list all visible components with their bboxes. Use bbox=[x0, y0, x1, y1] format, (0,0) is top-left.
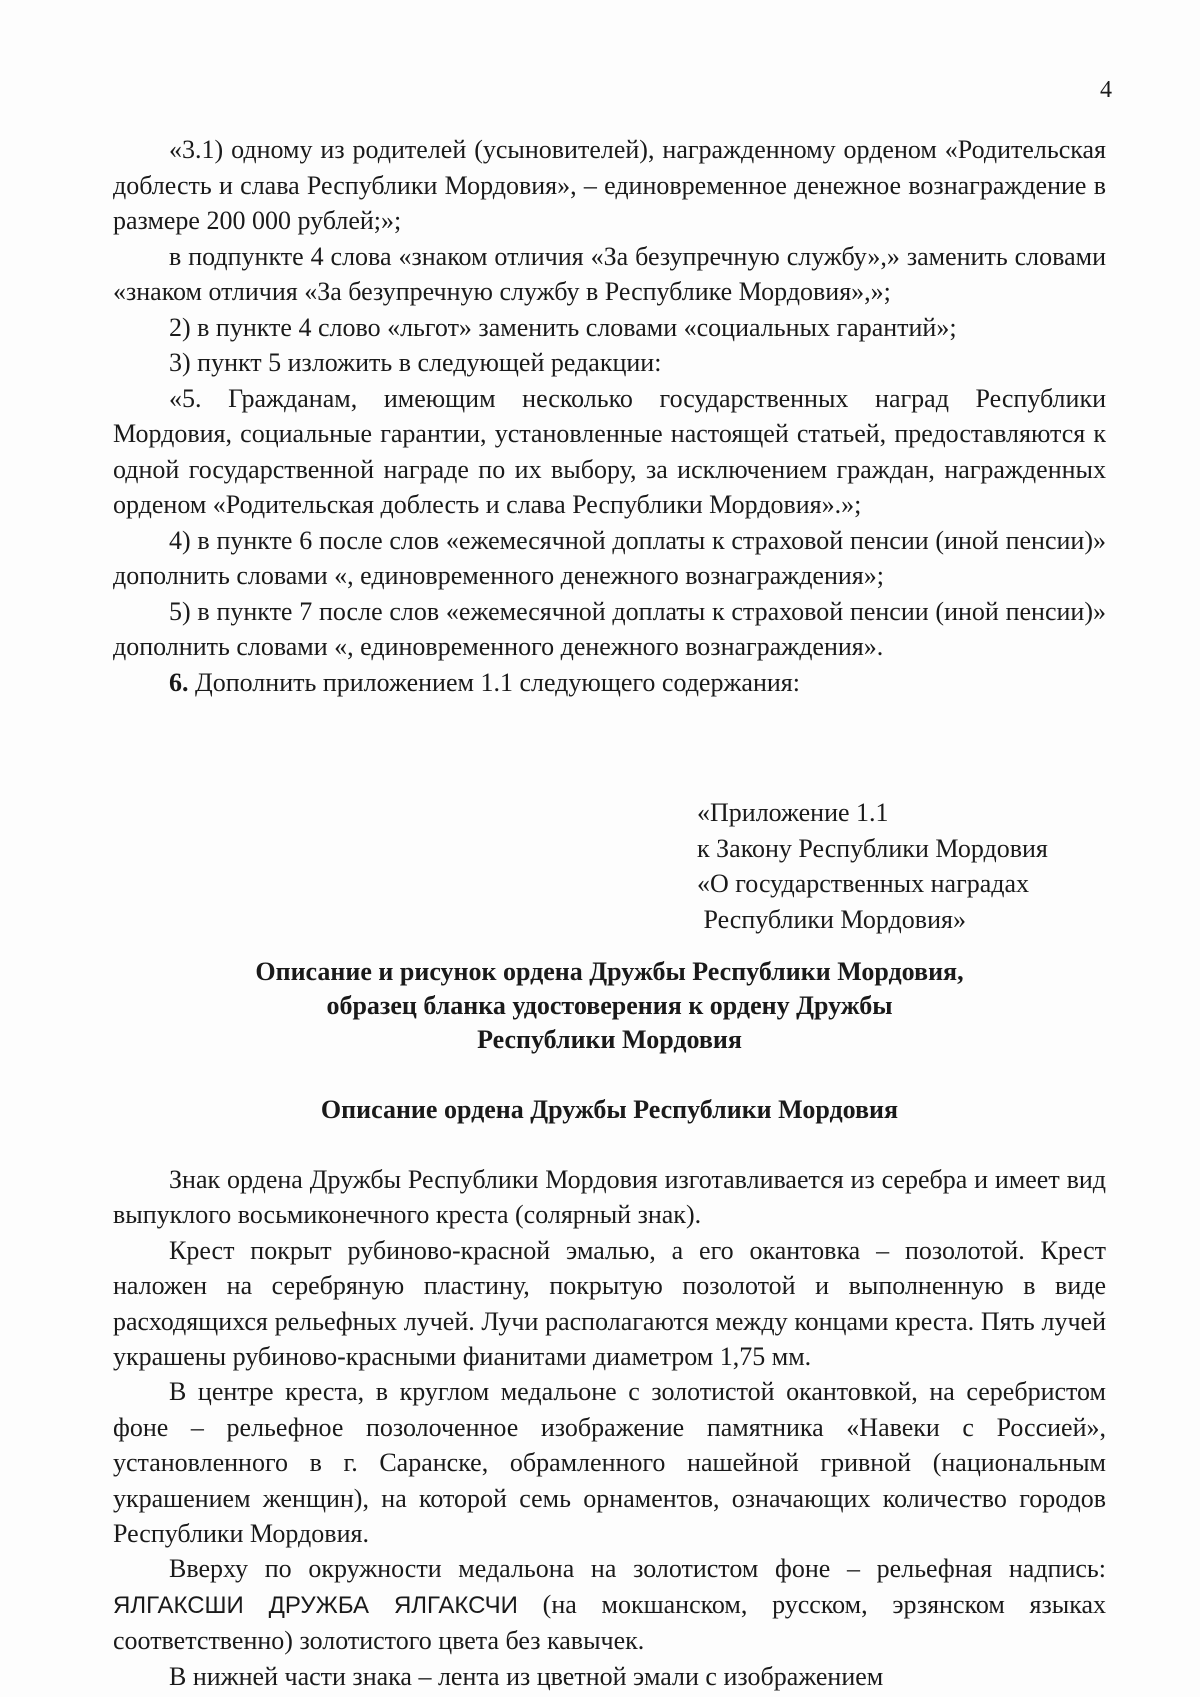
description-paragraph bbox=[113, 1551, 1106, 1658]
inscription-text: ЯЛГАКСШИ ДРУЖБА ЯЛГАКСЧИ bbox=[113, 1591, 518, 1619]
amendment-paragraph: «5. Гражданам, имеющим несколько государственных наград Республики Мордовия, социальные гарантии, установленные настоящей статьей, предоставляются к одной государственной награде по их выбору, за исключением граждан, награжденных орденом «Родительская доблесть и слава Республики Мордовия».»; bbox=[113, 383, 1106, 519]
appendix-line: к Закону Республики Мордовия bbox=[697, 833, 1048, 863]
appendix-line: Республики Мордовия» bbox=[697, 904, 966, 934]
amendments-section bbox=[113, 132, 1106, 700]
section-subheading: Описание ордена Дружбы Республики Мордовия bbox=[320, 1095, 899, 1124]
amendment-paragraph bbox=[113, 665, 1106, 701]
heading-line: Республики Мордовия bbox=[477, 1025, 742, 1054]
main-heading bbox=[113, 955, 1106, 1057]
heading-line: образец бланка удостоверения к ордену Дружбы bbox=[326, 991, 893, 1020]
amendment-paragraph: «3.1) одному из родителей (усыновителей), награжденному орденом «Родительская доблесть и слава Республики Мордовия», – единовременное денежное вознаграждение в размере 200 000 рублей;»; bbox=[113, 135, 1106, 235]
description-section bbox=[113, 1162, 1106, 1694]
item-text: Дополнить приложением 1.1 следующего содержания: bbox=[188, 667, 800, 697]
appendix-header bbox=[697, 795, 1048, 937]
amendment-paragraph: 3) пункт 5 изложить в следующей редакции: bbox=[169, 348, 662, 377]
amendment-paragraph: 4) в пункте 6 после слов «ежемесячной доплаты к страховой пенсии (иной пенсии)» дополнить словами «, единовременного денежного вознаграждения»; bbox=[113, 525, 1106, 590]
item-number: 6. bbox=[169, 667, 189, 697]
description-paragraph: Крест покрыт рубиново-красной эмалью, а его окантовка – позолотой. Крест наложен на серебряную пластину, покрытую позолотой и выполненную в виде расходящихся рельефных лучей. Лучи располагаются между концами креста. Пять лучей украшены рубиново-красными фианитами диаметром 1,75 мм. bbox=[113, 1235, 1106, 1372]
appendix-line: «Приложение 1.1 bbox=[697, 798, 889, 827]
heading-line: Описание и рисунок ордена Дружбы Республики Мордовия, bbox=[255, 957, 964, 986]
amendment-paragraph: 2) в пункте 4 слово «льгот» заменить словами «социальных гарантий»; bbox=[169, 312, 957, 342]
amendment-paragraph: 5) в пункте 7 после слов «ежемесячной доплаты к страховой пенсии (иной пенсии)» дополнить словами «, единовременного денежного вознаграждения». bbox=[113, 596, 1106, 661]
appendix-line: «О государственных наградах bbox=[697, 869, 1030, 898]
description-text: (на мокшанском, русском, эрзянском языках соответственно) золотистого цвета без кавычек. bbox=[113, 1589, 1106, 1656]
description-paragraph: В нижней части знака – лента из цветной эмали с изображением bbox=[169, 1661, 884, 1691]
description-paragraph: В центре креста, в круглом медальоне с золотистой окантовкой, на серебристом фоне – рельефное позолоченное изображение памятника «Навеки с Россией», установленного в г. Саранске, обрамленного нашейной гривной (национальным украшением женщин), на которой семь орнаментов, означающих количество городов Республики Мордовия. bbox=[113, 1377, 1106, 1549]
description-text: Вверху по окружности медальона на золотистом фоне – рельефная надпись: bbox=[169, 1554, 1106, 1584]
amendment-paragraph: в подпункте 4 слова «знаком отличия «За безупречную службу»,» заменить словами «знаком отличия «За безупречную службу в Республике Мордовия»,»; bbox=[113, 241, 1106, 306]
description-paragraph: Знак ордена Дружбы Республики Мордовия изготавливается из серебра и имеет вид выпуклого восьмиконечного креста (солярный знак). bbox=[113, 1165, 1106, 1230]
page-number: 4 bbox=[1100, 77, 1112, 103]
